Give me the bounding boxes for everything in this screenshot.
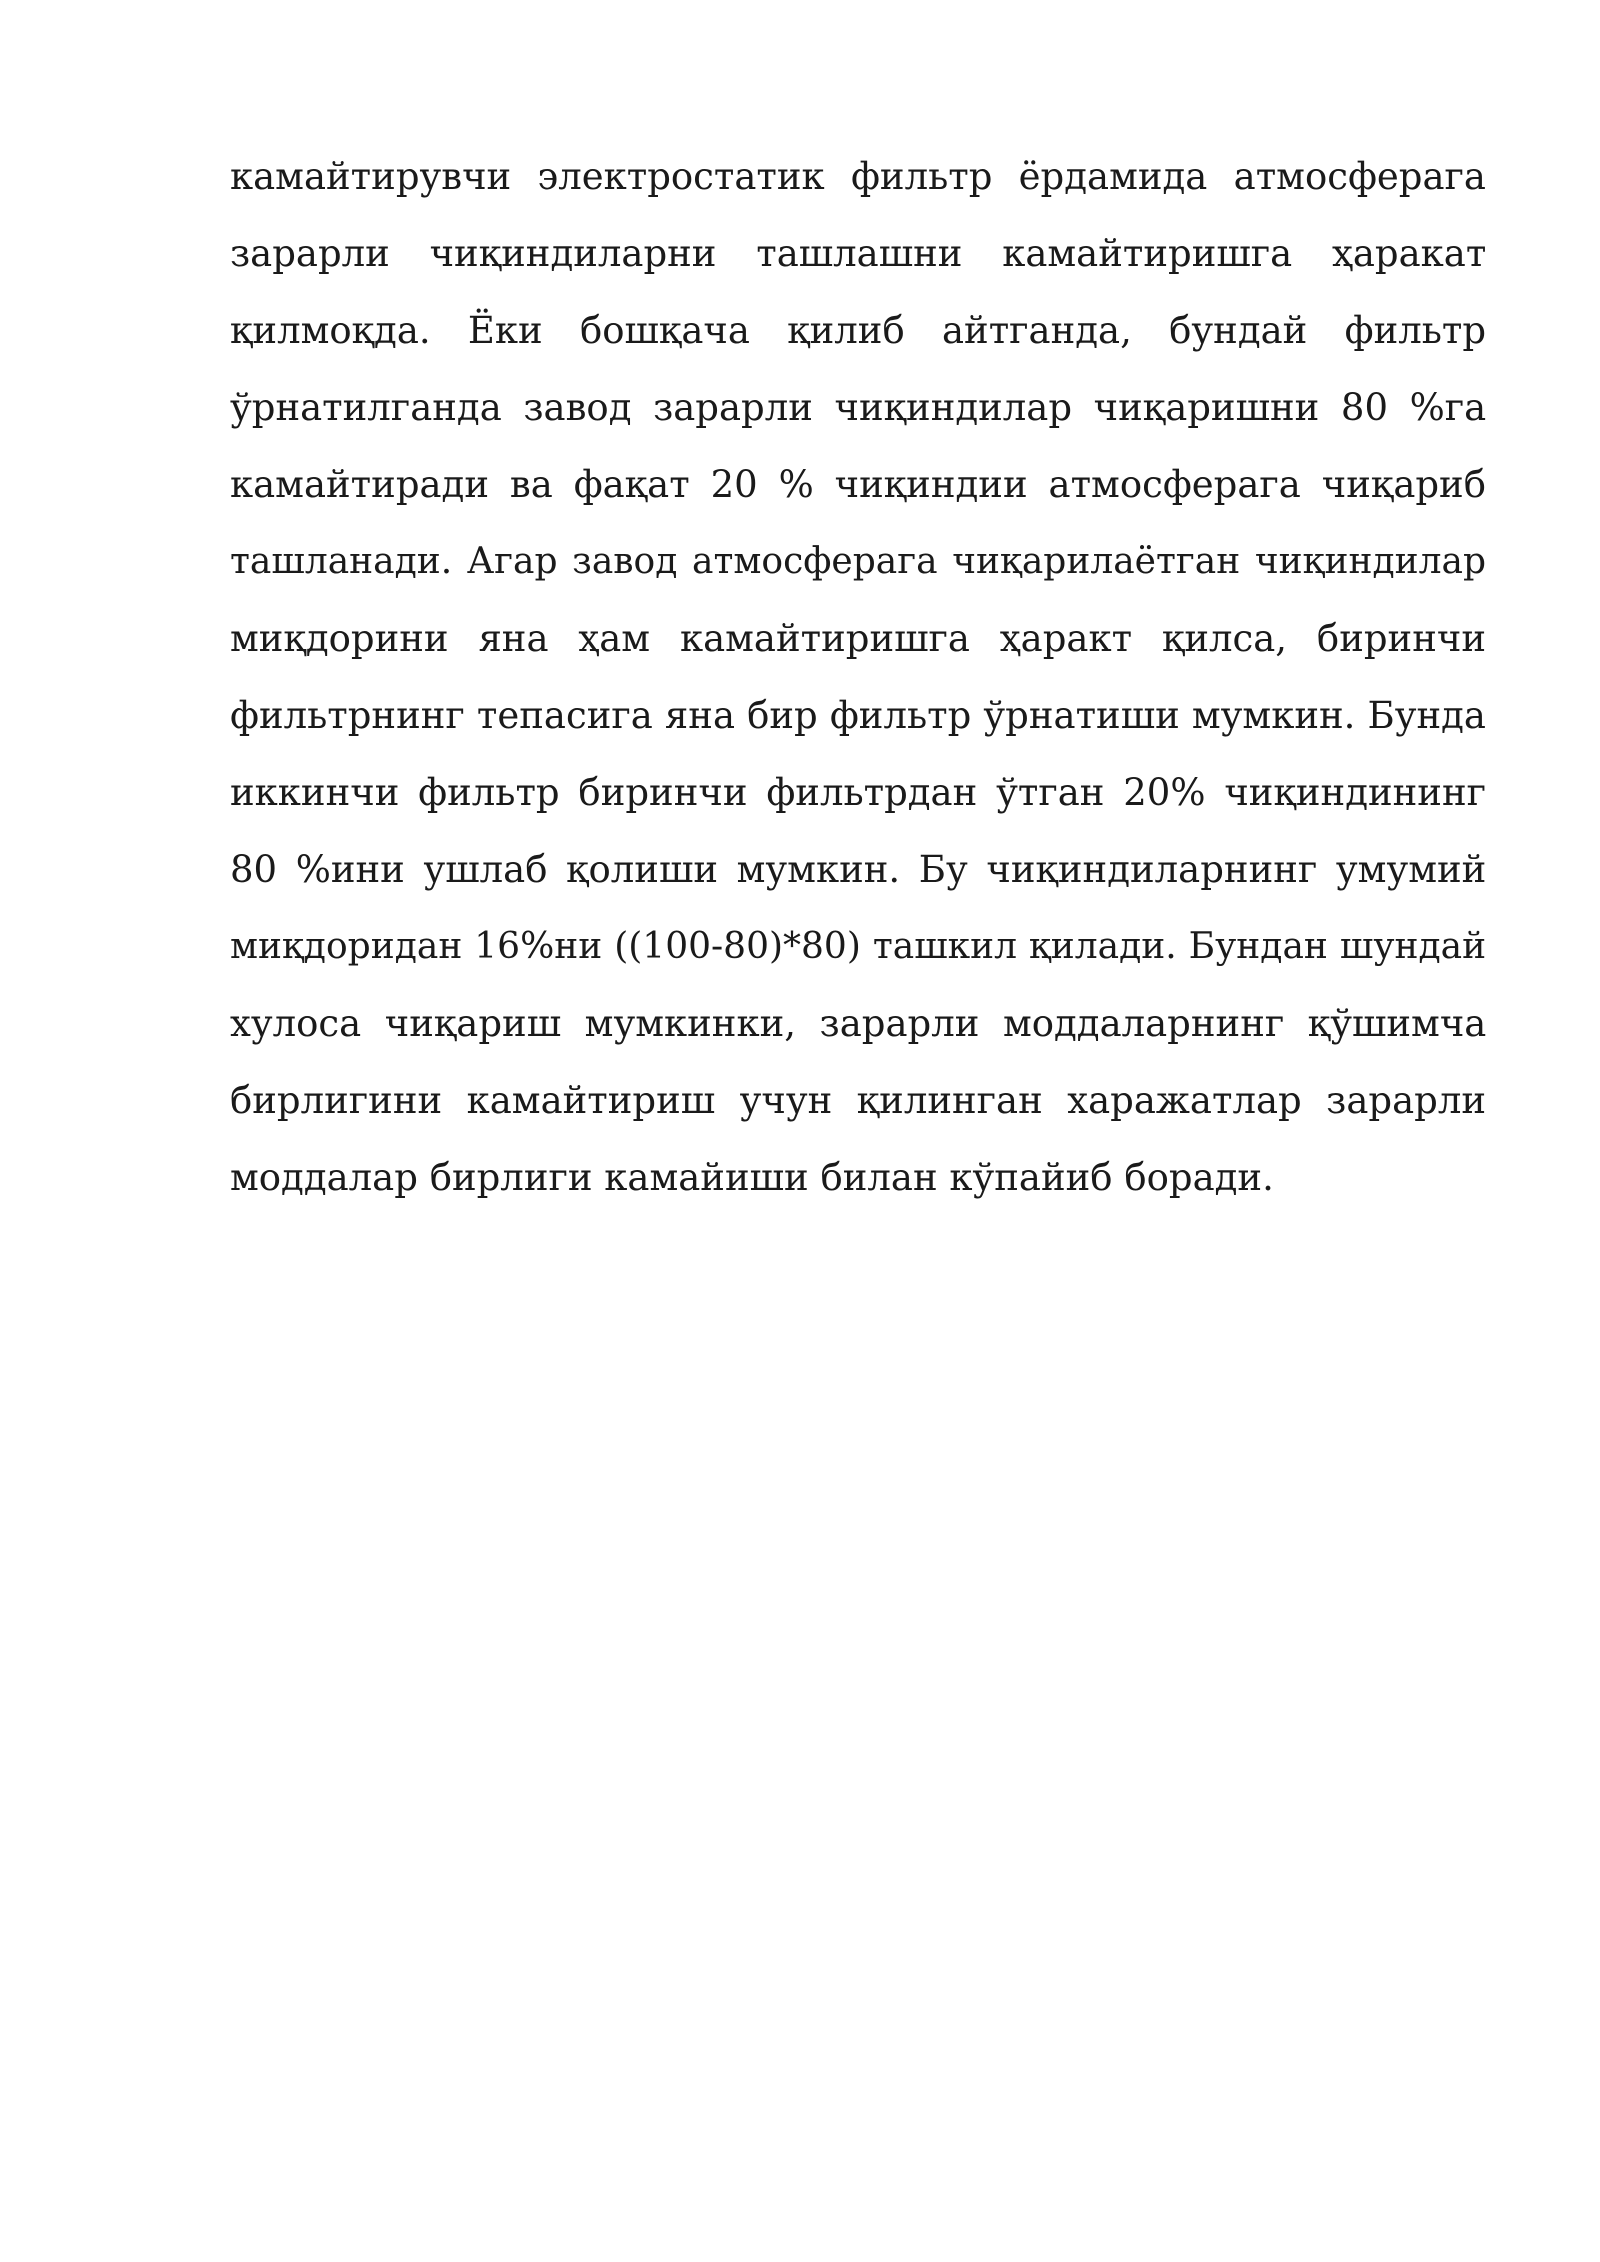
body-paragraph	[230, 146, 1486, 1224]
paragraph-line: камайтиради ва фақат 20 % чиқиндии атмосферага чиқариб	[230, 463, 1486, 506]
paragraph-line: моддалар бирлиги камайиши билан кўпайиб боради.	[230, 1156, 1274, 1199]
paragraph-line: ташланади. Агар завод атмосферага чиқарилаётган чиқиндилар	[230, 541, 1486, 582]
paragraph-line: фильтрнинг тепасига яна бир фильтр ўрнатиши мумкин. Бунда	[230, 694, 1486, 737]
paragraph-line: 80 %ини ушлаб қолиши мумкин. Бу чиқиндиларнинг умумий	[230, 848, 1486, 891]
paragraph-line: миқдорини яна ҳам камайтиришга ҳаракт қилса, биринчи	[230, 617, 1486, 660]
paragraph-line: хулоса чиқариш мумкинки, зарарли моддаларнинг қўшимча	[230, 1002, 1486, 1045]
paragraph-line: зарарли чиқиндиларни ташлашни камайтиришга ҳаракат	[230, 232, 1486, 275]
paragraph-line: қилмоқда. Ёки бошқача қилиб айтганда, бундай фильтр	[230, 309, 1486, 352]
paragraph-line: камайтирувчи электростатик фильтр ёрдамида атмосферага	[230, 155, 1486, 198]
paragraph-line: миқдоридан 16%ни ((100-80)*80) ташкил қилади. Бундан шундай	[230, 926, 1486, 967]
paragraph-line: бирлигини камайтириш учун қилинган харажатлар зарарли	[230, 1079, 1486, 1122]
paragraph-line: ўрнатилганда завод зарарли чиқиндилар чиқаришни 80 %га	[230, 386, 1486, 429]
paragraph-line: иккинчи фильтр биринчи фильтрдан ўтган 20% чиқиндининг	[230, 771, 1486, 814]
